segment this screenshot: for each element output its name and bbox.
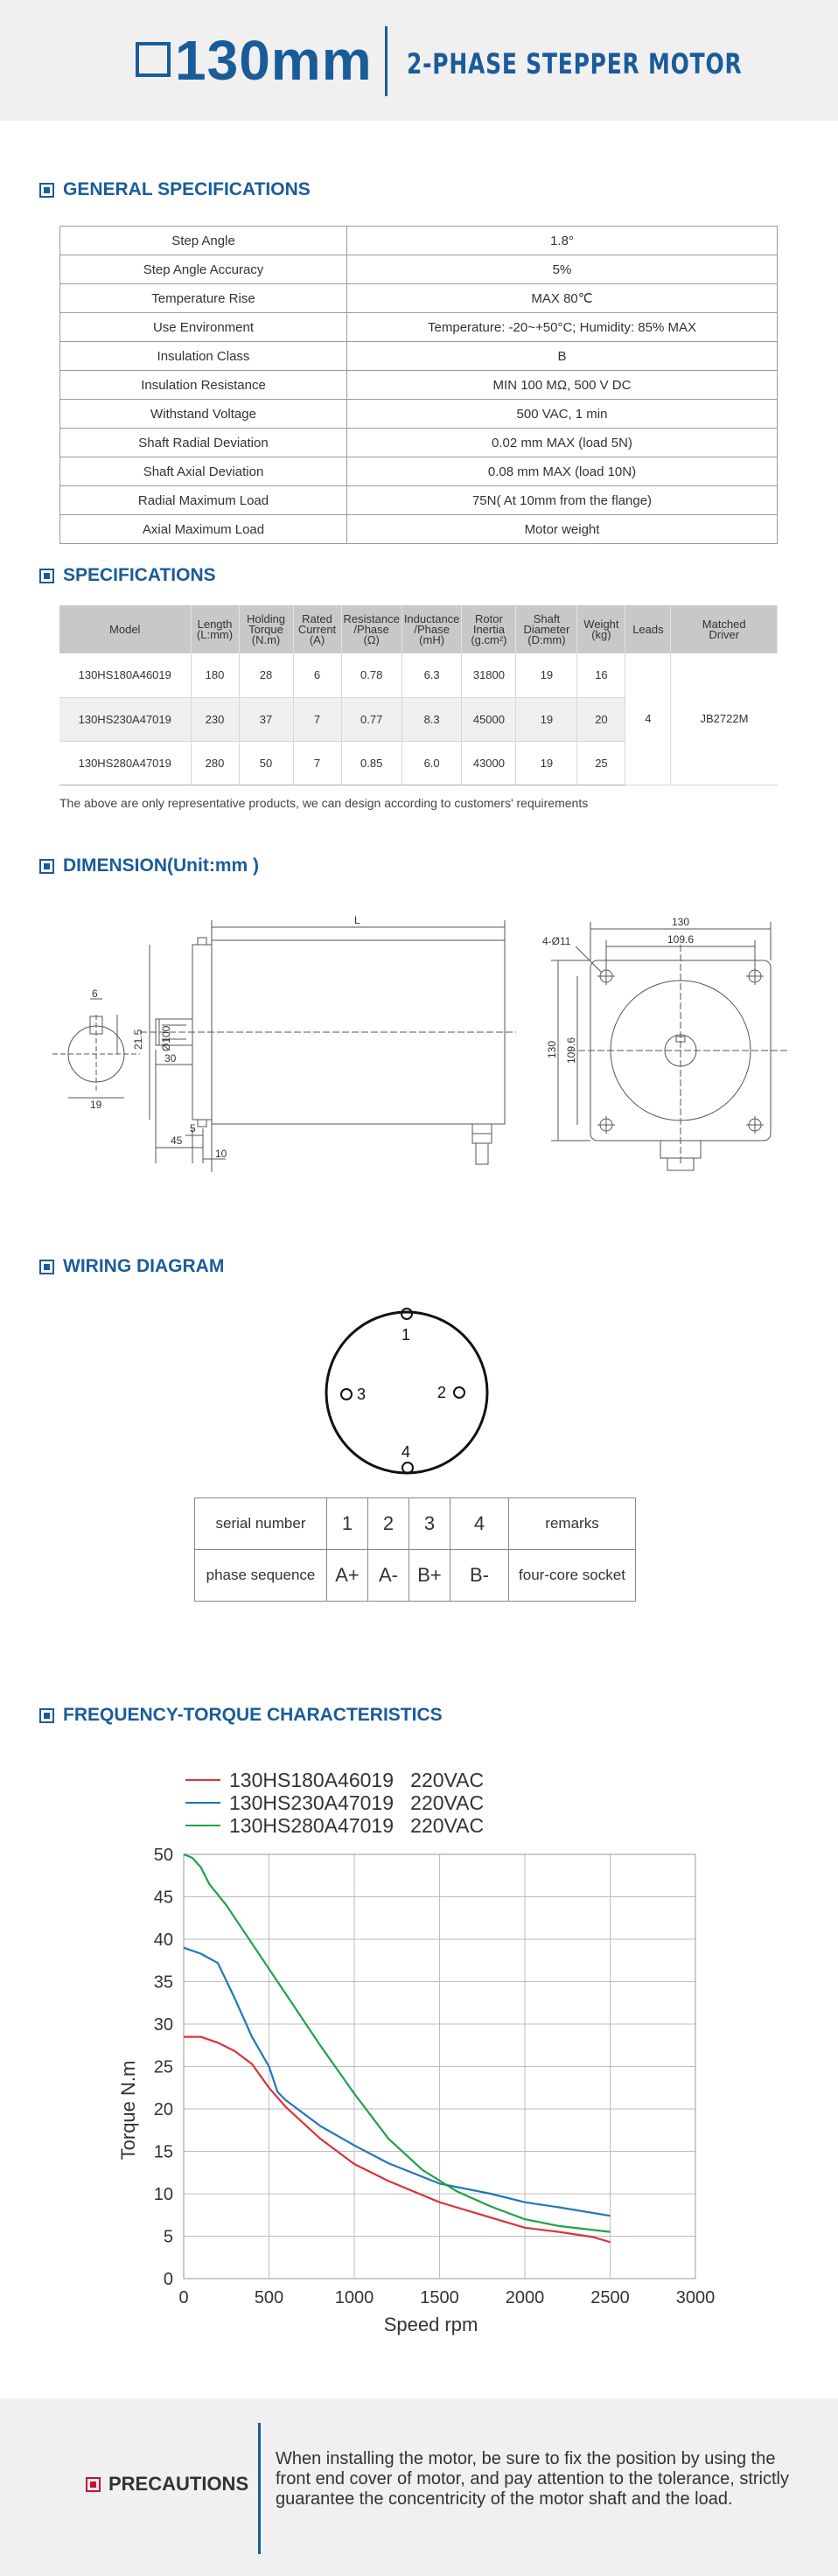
pin-label-3: 3 [357,1386,367,1403]
spec-key: Withstand Voltage [60,400,347,429]
header-line: Resistance [343,611,400,625]
y-tick-label: 40 [153,1930,173,1950]
header-line: Length [197,617,233,631]
x-tick-label: 3000 [675,2288,716,2307]
spec-key: Insulation Resistance [60,371,347,400]
header-line: Weight [583,617,619,631]
dim-label-length: L [354,914,360,926]
y-tick-label: 20 [153,2100,173,2119]
spec-value: Temperature: -20~+50°C; Humidity: 85% MAX [347,313,778,342]
dim-label: 21.5 [132,1029,144,1050]
header-line: Driver [709,627,740,641]
dimension-heading [39,855,259,877]
y-tick-label: 0 [163,2270,173,2289]
header-line: Rotor [475,611,503,625]
header-line: (g.cm²) [471,632,507,646]
serial-number-label: serial number [195,1498,327,1550]
precautions-square-icon [86,2477,101,2492]
header-line: Inertia [472,622,505,636]
spec-value: 0.08 mm MAX (load 10N) [347,457,778,486]
section-square-icon [39,183,54,198]
header-subtitle: 2-PHASE STEPPER MOTOR [407,47,743,80]
wiring-table [194,1497,636,1602]
header-line: (A) [309,632,325,646]
spec-key: Shaft Radial Deviation [60,429,347,457]
spec-cell: 31800 [462,653,516,697]
general-spec-row [60,342,778,371]
spec-value: MIN 100 MΩ, 500 V DC [347,371,778,400]
spec-column-header [341,605,402,653]
header-divider [385,26,388,96]
section-title: WIRING DIAGRAM [63,1256,225,1276]
pin-label-2: 2 [437,1384,447,1401]
section-square-icon [39,859,54,874]
section-title: FREQUENCY-TORQUE CHARACTERISTICS [63,1705,443,1725]
spec-value: 5% [347,255,778,284]
spec-key: Step Angle Accuracy [60,255,347,284]
driver-cell: JB2722M [671,653,778,785]
serial-1: 1 [327,1498,368,1550]
spec-column-header [462,605,516,653]
phase-a-minus: A- [368,1550,409,1602]
general-spec-row [60,227,778,255]
spec-column-header [516,605,577,653]
dim-label: 30 [164,1052,177,1065]
dimension-drawing [52,901,787,1198]
serial-4: 4 [450,1498,509,1550]
y-tick-label: 5 [163,2227,173,2247]
wiring-heading [39,1255,224,1278]
precautions-divider [258,2423,261,2554]
spec-value: 500 VAC, 1 min [347,400,778,429]
spec-table [59,605,778,785]
spec-cell: 28 [239,653,293,697]
dim-label: Ø100 [160,1025,172,1051]
spec-cell: 45000 [462,697,516,741]
pin-label-1: 1 [402,1326,411,1344]
y-tick-label: 30 [153,2015,173,2035]
spec-key: Use Environment [60,313,347,342]
y-tick-label: 25 [153,2057,173,2077]
dim-label: 10 [215,1148,227,1160]
spec-key: Step Angle [60,227,347,255]
spec-cell: 19 [516,653,577,697]
spec-cell: 280 [191,741,239,785]
header-line: Model [109,622,141,636]
header-line: (mH) [419,632,445,646]
torque-heading [39,1704,443,1727]
general-spec-row [60,371,778,400]
x-tick-label: 2500 [590,2288,630,2307]
remarks-label: remarks [509,1498,636,1550]
section-square-icon [39,569,54,583]
phase-sequence-label: phase sequence [195,1550,327,1602]
spec-column-header [239,605,293,653]
y-tick-label: 45 [153,1888,173,1908]
legend-label: 130HS230A47019 220VAC [229,1791,485,1814]
series-line-1 [184,2037,611,2243]
spec-row [59,653,778,697]
pin-3-icon [341,1389,352,1400]
spec-cell: 37 [239,697,293,741]
legend-label: 130HS280A47019 220VAC [229,1814,485,1837]
header-line: Rated [302,611,332,625]
motor-size: 130mm [175,29,373,92]
pin-4-icon [402,1463,413,1473]
y-tick-label: 35 [153,1972,173,1993]
spec-value: B [347,342,778,371]
precautions-text: When installing the motor, be sure to fix the position by using the front end cover of motor, and pay attention to the tolerance, strictly guarantee the concentricity of the motor shaft and the load. [276,2449,789,2509]
spec-cell: 25 [577,741,625,785]
spec-column-header [671,605,778,653]
spec-column-header [59,605,191,653]
header-line: (N.m) [251,632,281,646]
header-line: (L:mm) [196,627,234,641]
section-title: DIMENSION(Unit:mm ) [63,855,259,876]
spec-column-header [402,605,462,653]
general-spec-row [60,255,778,284]
header-line: Torque [248,622,283,636]
wiring-connector-diagram [315,1303,525,1478]
spec-value: MAX 80℃ [347,284,778,313]
dim-label: 130 [672,916,690,928]
spec-key: Insulation Class [60,342,347,371]
spec-cell: 6.0 [402,741,462,785]
general-spec-row [60,313,778,342]
general-spec-table [59,226,778,544]
spec-cell: 0.85 [341,741,402,785]
header-line: Matched [702,617,746,631]
phase-b-plus: B+ [409,1550,450,1602]
spec-cell: 19 [516,697,577,741]
dim-label: 130 [546,1040,558,1058]
spec-cell: 180 [191,653,239,697]
dim-label: 6 [92,988,98,1000]
general-spec-row [60,284,778,313]
general-spec-row [60,400,778,429]
spec-key: Radial Maximum Load [60,486,347,515]
general-spec-row [60,457,778,486]
spec-column-header [625,605,671,653]
header-line: Holding [246,611,286,625]
spec-cell: 19 [516,741,577,785]
header-line: (kg) [591,627,611,641]
spec-cell: 6 [293,653,341,697]
header-line: /Phase [353,622,389,636]
header-line: Leads [632,622,664,636]
header-line: (D:mm) [527,632,566,646]
spec-cell: 130HS180A46019 [59,653,191,697]
spec-cell: 16 [577,653,625,697]
general-spec-row [60,486,778,515]
header-line: Diameter [523,622,570,636]
serial-2: 2 [368,1498,409,1550]
y-axis-label: Torque N.m [117,2060,139,2161]
spec-cell: 0.78 [341,653,402,697]
spec-cell: 50 [239,741,293,785]
spec-value: Motor weight [347,515,778,544]
section-title: GENERAL SPECIFICATIONS [63,179,311,199]
series-line-2 [184,1948,611,2216]
x-tick-label: 1000 [334,2288,374,2307]
spec-heading [39,564,216,587]
spec-cell: 0.77 [341,697,402,741]
header-line: /Phase [414,622,450,636]
header-line: Inductance [403,611,460,625]
header-line: Shaft [533,611,561,625]
spec-cell: 43000 [462,741,516,785]
spec-key: Temperature Rise [60,284,347,313]
y-tick-label: 10 [153,2185,173,2204]
x-tick-label: 2000 [505,2288,545,2307]
spec-value: 75N( At 10mm from the flange) [347,486,778,515]
spec-cell: 130HS230A47019 [59,697,191,741]
header-line: Current [297,622,337,636]
phase-a-plus: A+ [327,1550,368,1602]
general-spec-row [60,429,778,457]
series-line-3 [184,1854,611,2232]
x-tick-label: 1500 [420,2288,459,2307]
general-spec-row [60,515,778,544]
dim-label: 5 [190,1122,196,1134]
phase-b-minus: B- [450,1550,509,1602]
x-axis-label: Speed rpm [383,2314,478,2335]
serial-3: 3 [409,1498,450,1550]
dim-label: 109.6 [667,933,695,946]
pin-2-icon [454,1387,464,1398]
spec-cell: 7 [293,697,341,741]
dim-label: 19 [90,1099,102,1111]
spec-value: 0.02 mm MAX (load 5N) [347,429,778,457]
section-title: SPECIFICATIONS [63,565,216,585]
spec-cell: 7 [293,741,341,785]
section-square-icon [39,1260,54,1274]
pin-1-icon [402,1309,412,1319]
dim-label: 109.6 [565,1037,577,1064]
spec-key: Axial Maximum Load [60,515,347,544]
general-spec-heading [39,178,311,201]
torque-chart [114,1749,726,2353]
x-tick-label: 0 [178,2288,189,2307]
spec-key: Shaft Axial Deviation [60,457,347,486]
y-tick-label: 15 [153,2142,173,2162]
spec-cell: 130HS280A47019 [59,741,191,785]
section-square-icon [39,1708,54,1723]
header-line: (Ω) [363,632,380,646]
spec-cell: 20 [577,697,625,741]
spec-cell: 8.3 [402,697,462,741]
spec-note: The above are only representative products, we can design according to customers' requirements [59,796,589,810]
spec-cell: 230 [191,697,239,741]
spec-value: 1.8° [347,227,778,255]
leads-cell: 4 [625,653,671,785]
dim-label: 45 [171,1134,183,1147]
remarks-value: four-core socket [509,1550,636,1602]
legend-label: 130HS180A46019 220VAC [229,1769,485,1791]
y-tick-label: 50 [153,1846,173,1865]
spec-column-header [577,605,625,653]
spec-column-header [293,605,341,653]
precautions-title: PRECAUTIONS [108,2473,249,2495]
dim-label-hole: 4-Ø11 [542,935,571,947]
spec-cell: 6.3 [402,653,462,697]
spec-column-header [191,605,239,653]
pin-label-4: 4 [402,1443,411,1461]
x-tick-label: 500 [254,2288,284,2307]
square-icon [136,42,171,77]
